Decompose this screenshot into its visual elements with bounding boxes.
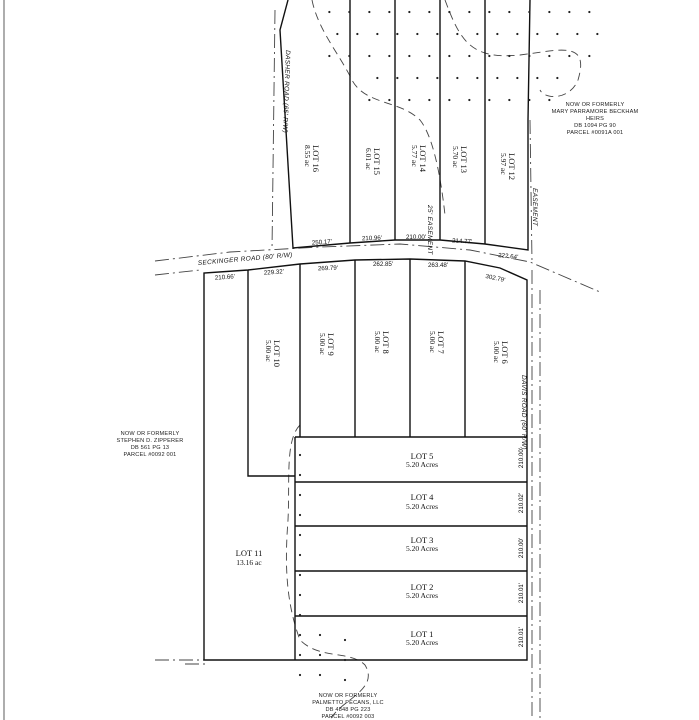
- lot-14[interactable]: [410, 145, 428, 173]
- lot-15-name: LOT 15: [372, 148, 382, 175]
- lot-2-frontage: 210.01': [518, 582, 525, 604]
- seckinger-road-edge: [155, 244, 600, 292]
- lot-9[interactable]: [318, 333, 336, 356]
- frontage-lot-15: 210.96': [361, 234, 383, 243]
- lot-12-area: 5.97 ac: [499, 153, 508, 175]
- lot-10[interactable]: [264, 340, 282, 367]
- tree-symbol: [299, 494, 301, 496]
- tree-symbol: [368, 55, 370, 57]
- tree-symbol: [448, 55, 450, 57]
- tree-symbol: [488, 99, 490, 101]
- tree-symbol: [468, 11, 470, 13]
- easement-road-label: EASEMENT: [531, 188, 538, 227]
- south-block-boundary: [204, 259, 527, 660]
- tree-symbol: [319, 634, 321, 636]
- lot-11-area: 13.16 ac: [236, 558, 262, 567]
- lot-10-area: 5.00 ac: [264, 340, 273, 362]
- tree-symbol: [348, 55, 350, 57]
- lot-13-name: LOT 13: [459, 146, 469, 173]
- lot-2-name: LOT 2: [410, 582, 434, 592]
- tree-symbol: [376, 33, 378, 35]
- tree-symbol: [508, 55, 510, 57]
- lot-3-frontage: 210.00': [518, 537, 525, 559]
- tree-symbol: [408, 99, 410, 101]
- lot-10-name: LOT 10: [272, 340, 282, 367]
- davis-road-label: DAVIS ROAD (60' R/W): [520, 375, 527, 450]
- lot-6-area: 5.00 ac: [492, 341, 501, 363]
- tree-symbol: [588, 55, 590, 57]
- lot-16-area: 8.55 ac: [303, 145, 312, 167]
- frontage-lot-12: 222.64': [497, 251, 519, 262]
- lot-7-name: LOT 7: [436, 331, 446, 354]
- tree-symbol: [556, 33, 558, 35]
- tree-symbol: [488, 11, 490, 13]
- tree-symbol: [528, 55, 530, 57]
- tree-symbol: [344, 679, 346, 681]
- tree-symbol: [536, 77, 538, 79]
- tree-symbol: [328, 11, 330, 13]
- tree-symbol: [319, 654, 321, 656]
- seckinger-road-label: SECKINGER ROAD (80' R/W): [197, 251, 293, 267]
- owner-s-line-3: DB 4848 PG 223: [325, 707, 371, 713]
- lot-3-area: 5.20 Acres: [405, 544, 439, 553]
- frontage-lot-16: 250.17': [311, 238, 333, 247]
- tree-symbol: [568, 55, 570, 57]
- tree-symbol: [508, 11, 510, 13]
- lot-10-boundary: [248, 270, 295, 476]
- tree-symbol: [436, 77, 438, 79]
- lot-13-area: 5.70 ac: [451, 146, 460, 168]
- frontage-lot-10: 229.32': [263, 268, 285, 277]
- frontage-lot-9: 269.79': [317, 264, 339, 273]
- tree-symbol: [488, 55, 490, 57]
- owner-s-line-4: PARCEL #0092 003: [321, 714, 375, 720]
- tree-symbol: [356, 33, 358, 35]
- tree-symbol: [299, 474, 301, 476]
- owner-w-line-2: STEPHEN D. ZIPPERER: [116, 438, 184, 444]
- wooded-area-boundary-south: [286, 425, 371, 720]
- tree-symbol: [299, 454, 301, 456]
- tree-symbol: [344, 639, 346, 641]
- lot-7[interactable]: [428, 331, 446, 354]
- lot-6-name: LOT 6: [500, 341, 510, 364]
- frontage-lot-6: 302.79': [484, 273, 506, 285]
- tree-symbol: [299, 574, 301, 576]
- tree-symbol: [408, 11, 410, 13]
- tree-symbol: [528, 11, 530, 13]
- lot-15-area: 6.01 ac: [364, 148, 373, 170]
- tree-symbol: [368, 99, 370, 101]
- tree-symbol: [448, 99, 450, 101]
- lot-3-name: LOT 3: [410, 535, 434, 545]
- tree-symbol: [576, 33, 578, 35]
- tree-symbol: [496, 33, 498, 35]
- tree-symbol: [299, 514, 301, 516]
- tree-symbol: [428, 99, 430, 101]
- lot-7-area: 5.00 ac: [428, 331, 437, 353]
- frontage-lot-7: 263.48': [427, 262, 449, 269]
- tree-symbol: [299, 554, 301, 556]
- dasher-road-label: DASHER ROAD (65' R/W): [281, 49, 291, 134]
- tree-symbol: [299, 634, 301, 636]
- lot-4[interactable]: [406, 492, 525, 513]
- tree-symbol: [536, 33, 538, 35]
- tree-symbol: [468, 99, 470, 101]
- tree-symbol: [416, 33, 418, 35]
- lot-12[interactable]: [499, 153, 517, 180]
- tree-symbol: [299, 654, 301, 656]
- tree-symbol: [319, 674, 321, 676]
- lot-1-area: 5.20 Acres: [405, 638, 439, 647]
- tree-symbol: [396, 77, 398, 79]
- tree-symbol: [344, 659, 346, 661]
- tree-symbol: [388, 55, 390, 57]
- lot-4-name: LOT 4: [410, 492, 434, 502]
- tree-symbol: [336, 33, 338, 35]
- lot-8[interactable]: [373, 331, 391, 354]
- tree-symbol: [416, 77, 418, 79]
- tree-symbol: [516, 33, 518, 35]
- tree-symbol: [388, 99, 390, 101]
- tree-symbol: [368, 11, 370, 13]
- lot-8-area: 5.00 ac: [373, 331, 382, 353]
- lot-9-name: LOT 9: [326, 333, 336, 356]
- tree-symbol: [596, 33, 598, 35]
- tree-symbol: [516, 77, 518, 79]
- lot-3[interactable]: [406, 535, 525, 558]
- tree-symbol: [428, 11, 430, 13]
- lot-1-name: LOT 1: [410, 629, 434, 639]
- tree-symbol: [299, 534, 301, 536]
- tree-symbol: [396, 33, 398, 35]
- tree-symbol: [496, 77, 498, 79]
- tree-symbol: [468, 55, 470, 57]
- tree-symbol: [299, 614, 301, 616]
- owner-ne-line-3: HEIRS: [585, 116, 605, 122]
- tree-symbol: [588, 11, 590, 13]
- lot-11[interactable]: [236, 548, 263, 567]
- frontage-lot-8: 262.85': [372, 261, 394, 268]
- lot-15[interactable]: [364, 148, 382, 175]
- owner-ne-line-4: DB 1094 PG 90: [574, 123, 616, 129]
- lot-4-frontage: 210.02': [518, 492, 525, 514]
- lot-1[interactable]: [406, 627, 525, 647]
- owner-ne-line-5: PARCEL #0091A 001: [566, 130, 624, 136]
- lot-2-area: 5.20 Acres: [405, 591, 439, 600]
- lot-6[interactable]: [492, 341, 510, 364]
- owner-w-line-1: NOW OR FORMERLY: [120, 431, 180, 437]
- lot-14-area: 5.77 ac: [410, 145, 419, 167]
- owner-ne-line-2: MARY PARRAMORE BECKHAM: [551, 109, 639, 115]
- north-block-boundary: [280, 0, 530, 250]
- frontage-lot-14: 210.00': [405, 234, 427, 241]
- owner-west: [117, 431, 184, 458]
- lot-5[interactable]: [406, 448, 525, 469]
- lot-1-frontage: 210.01': [518, 626, 525, 648]
- tree-symbol: [408, 55, 410, 57]
- easement-25-label: 25' EASEMENT: [426, 205, 433, 255]
- lot-8-name: LOT 8: [381, 331, 391, 354]
- lot-5-name: LOT 5: [410, 451, 434, 461]
- frontage-lot-13: 214.77': [451, 237, 473, 246]
- owner-w-line-3: DB 561 PG 13: [130, 445, 170, 451]
- owner-ne-line-1: NOW OR FORMERLY: [565, 102, 625, 108]
- tree-symbol: [456, 33, 458, 35]
- tree-symbol: [388, 11, 390, 13]
- tree-symbol: [436, 33, 438, 35]
- tree-symbol: [299, 674, 301, 676]
- lot-11-name: LOT 11: [235, 548, 263, 558]
- wooded-area-boundary-north: [312, 0, 581, 215]
- frontage-lot-11: 210.66': [214, 273, 236, 282]
- lot-14-name: LOT 14: [418, 145, 428, 172]
- tree-symbol: [548, 55, 550, 57]
- tree-symbol: [328, 55, 330, 57]
- lot-5-area: 5.20 Acres: [405, 460, 439, 469]
- lot-2[interactable]: [406, 582, 525, 603]
- owner-w-line-4: PARCEL #0092 001: [123, 452, 177, 458]
- tree-symbol: [528, 99, 530, 101]
- tree-symbol: [476, 77, 478, 79]
- tree-symbol: [556, 77, 558, 79]
- owner-south: [312, 693, 384, 720]
- lot-16-name: LOT 16: [311, 145, 321, 172]
- dasher-road-edge: [272, 10, 275, 250]
- lot-12-name: LOT 12: [507, 153, 517, 180]
- tree-symbol: [348, 11, 350, 13]
- lot-16[interactable]: [303, 145, 321, 172]
- owner-s-line-1: NOW OR FORMERLY: [318, 693, 378, 699]
- tree-symbol: [548, 11, 550, 13]
- owner-northeast: [552, 102, 639, 136]
- owner-s-line-2: PALMETTO PECANS, LLC: [312, 700, 384, 706]
- seckinger-road-south-edge: [155, 270, 200, 275]
- tree-symbol: [299, 594, 301, 596]
- tree-symbol: [456, 77, 458, 79]
- lot-13[interactable]: [451, 146, 469, 173]
- tree-symbol: [376, 77, 378, 79]
- tree-symbol: [568, 11, 570, 13]
- tree-symbol: [548, 99, 550, 101]
- tree-symbol: [428, 55, 430, 57]
- lot-4-area: 5.20 Acres: [405, 502, 439, 511]
- lot-5-frontage: 210.00': [518, 447, 525, 469]
- tree-symbol: [448, 11, 450, 13]
- tree-symbol: [476, 33, 478, 35]
- tree-symbol: [508, 99, 510, 101]
- lot-9-area: 5.00 ac: [318, 333, 327, 355]
